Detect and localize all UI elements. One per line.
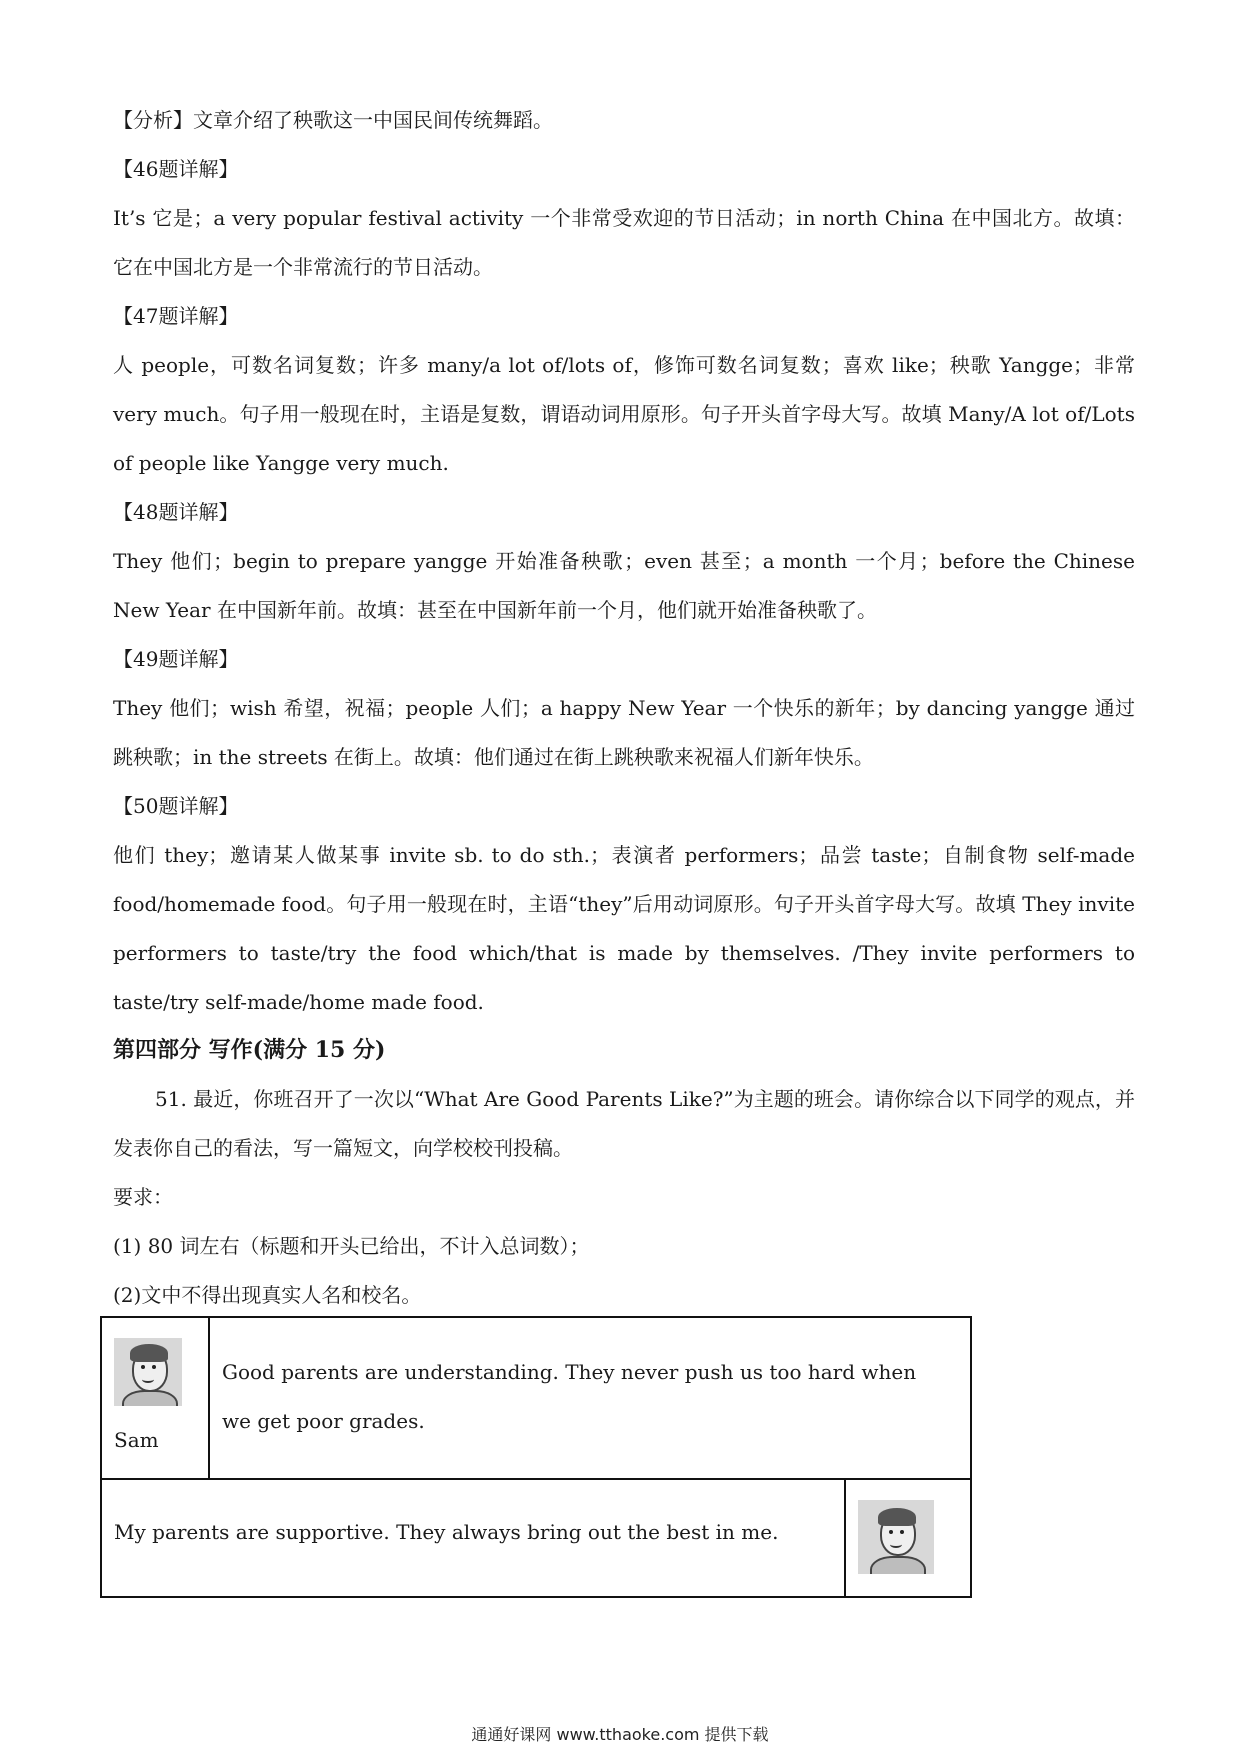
item-48-title: 【48题详解】	[113, 500, 239, 524]
item-46-title: 【46题详解】	[113, 157, 239, 181]
task-prompt: 51. 最近，你班召开了一次以“What Are Good Parents Like?”为主题的班会。请你综合以下同学的观点，并发表你自己的看法，写一篇短文，向学校校刊投稿。	[113, 1087, 1135, 1160]
item-50-title: 【50题详解】	[113, 794, 239, 818]
boy-avatar-icon	[114, 1338, 182, 1406]
speaker-name: Sam	[114, 1428, 159, 1452]
item-48-text: They 他们；begin to prepare yangge 开始准备秧歌；even 甚至；a month 一个月；before the Chinese New Year 在中国新年前。故填：甚至在中国新年前一个月，他们就开始准备秧歌了。	[113, 549, 1135, 622]
opinion-table	[100, 1316, 972, 1598]
quote-1-text: Good parents are understanding. They never push us too hard when we get poor grades.	[209, 1317, 971, 1479]
boy-avatar-icon	[858, 1500, 934, 1574]
section-heading: 第四部分 写作(满分 15 分)	[113, 1037, 386, 1063]
item-47-title: 【47题详解】	[113, 304, 239, 328]
requirement-1: (1) 80 词左右（标题和开头已给出，不计入总词数）；	[113, 1234, 590, 1258]
requirements-label: 要求：	[113, 1185, 173, 1209]
footer-download-note: 通通好课网 www.tthaoke.com 提供下载	[471, 1725, 769, 1744]
item-49-title: 【49题详解】	[113, 647, 239, 671]
item-47-text: 人 people，可数名词复数；许多 many/a lot of/lots of，修饰可数名词复数；喜欢 like；秧歌 Yangge；非常 very much。句子用一般现在时，主语是复数，谓语动词用原形。句子开头首字母大写。故填 Many/A lot of/Lots of people like Yangge very much.	[113, 353, 1135, 475]
avatar-cell	[845, 1479, 971, 1597]
analysis-line: 【分析】文章介绍了秧歌这一中国民间传统舞蹈。	[113, 108, 553, 132]
quote-2-text: My parents are supportive. They always bring out the best in me.	[101, 1479, 845, 1597]
item-46-text: It’s 它是；a very popular festival activity 一个非常受欢迎的节日活动；in north China 在中国北方。故填：它在中国北方是一个非常流行的节日活动。	[113, 206, 1135, 279]
requirement-2: (2)文中不得出现真实人名和校名。	[113, 1283, 422, 1307]
item-49-text: They 他们；wish 希望，祝福；people 人们；a happy New Year 一个快乐的新年；by dancing yangge 通过跳秧歌；in the streets 在街上。故填：他们通过在街上跳秧歌来祝福人们新年快乐。	[113, 696, 1135, 769]
sam-cell	[101, 1317, 209, 1479]
item-50-text: 他们 they；邀请某人做某事 invite sb. to do sth.；表演者 performers；品尝 taste；自制食物 self-made food/homemade food。句子用一般现在时，主语“they”后用动词原形。句子开头首字母大写。故填 They invite performers to taste/try the food which/that is made by themselves. /They invite performers to taste/try self-made/home made food.	[113, 843, 1135, 1014]
